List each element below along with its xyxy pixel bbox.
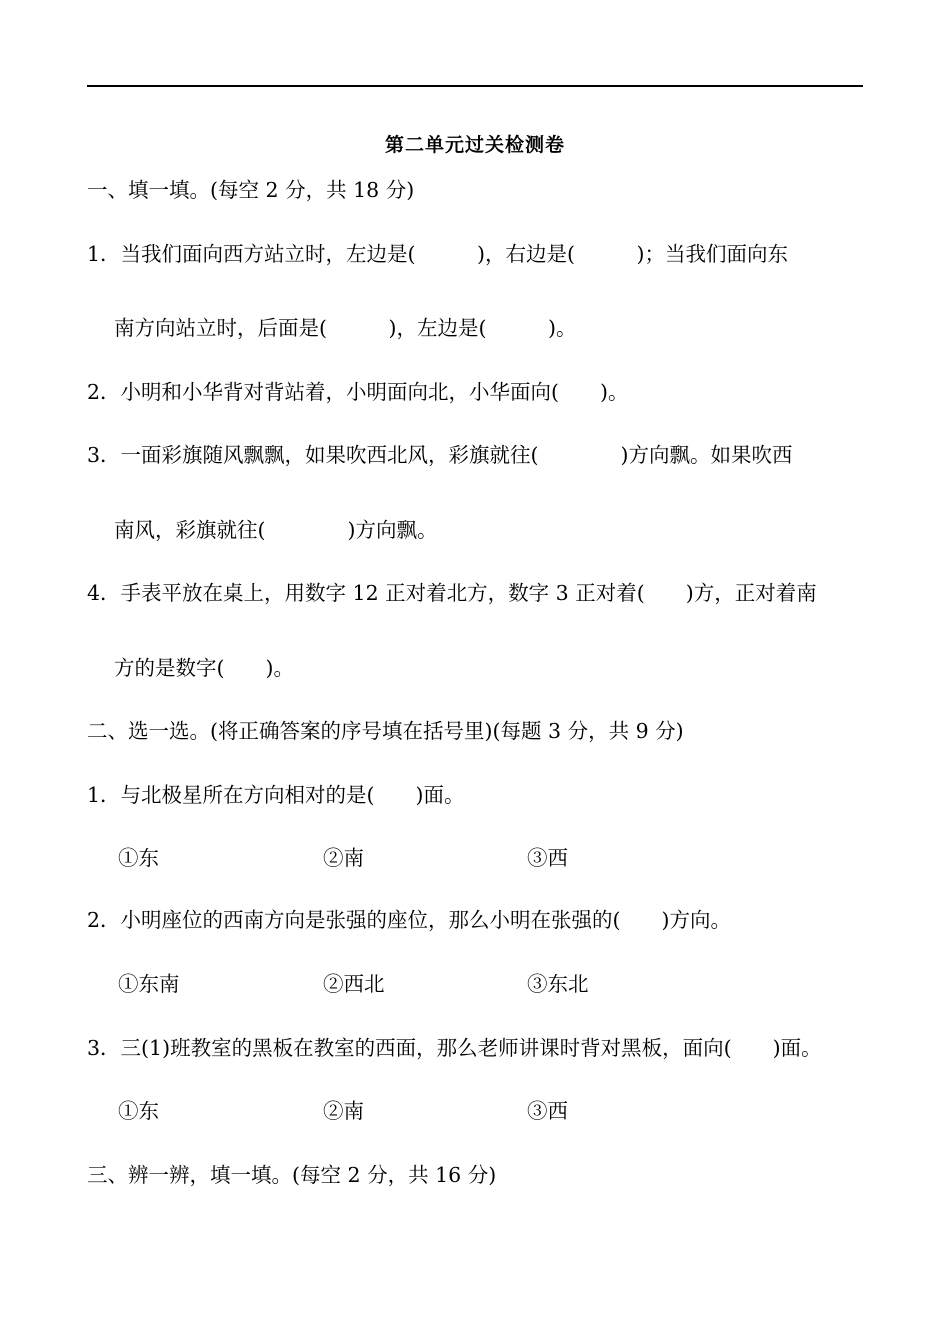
s1-q4-line1: 4．手表平放在桌上，用数字 12 正对着北方，数字 3 正对着( )方，正对着南 bbox=[87, 581, 817, 605]
s1-q4-line2: 方的是数字( )。 bbox=[114, 656, 294, 680]
section2-heading: 二、选一选。(将正确答案的序号填在括号里)(每题 3 分，共 9 分) bbox=[87, 719, 684, 743]
s2-q2-option-3: ③东北 bbox=[527, 972, 589, 996]
s2-q1: 1．与北极星所在方向相对的是( )面。 bbox=[87, 783, 465, 807]
s1-q2: 2．小明和小华背对背站着，小明面向北，小华面向( )。 bbox=[87, 380, 629, 404]
s2-q3-option-1: ①东 bbox=[118, 1099, 159, 1123]
section1-heading: 一、填一填。(每空 2 分，共 18 分) bbox=[87, 178, 415, 202]
s1-q3-line1: 3．一面彩旗随风飘飘，如果吹西北风，彩旗就往( )方向飘。如果吹西 bbox=[87, 443, 793, 467]
s2-q1-option-1: ①东 bbox=[118, 846, 159, 870]
s1-q3-line2: 南风，彩旗就往( )方向飘。 bbox=[114, 518, 438, 542]
s2-q3-option-2: ②南 bbox=[323, 1099, 364, 1123]
s2-q2: 2．小明座位的西南方向是张强的座位，那么小明在张强的( )方向。 bbox=[87, 908, 732, 932]
top-rule bbox=[87, 85, 863, 87]
page-title: 第二单元过关检测卷 bbox=[384, 134, 565, 156]
s2-q3: 3．三(1)班教室的黑板在教室的西面，那么老师讲课时背对黑板，面向( )面。 bbox=[87, 1036, 822, 1060]
s2-q2-option-2: ②西北 bbox=[323, 972, 385, 996]
s2-q1-option-3: ③西 bbox=[527, 846, 568, 870]
section3-heading: 三、辨一辨，填一填。(每空 2 分，共 16 分) bbox=[87, 1163, 497, 1187]
s1-q1-line2: 南方向站立时，后面是( )，左边是( )。 bbox=[114, 316, 577, 340]
s2-q1-option-2: ②南 bbox=[323, 846, 364, 870]
s1-q1-line1: 1．当我们面向西方站立时，左边是( )，右边是( )；当我们面向东 bbox=[87, 242, 789, 266]
s2-q2-option-1: ①东南 bbox=[118, 972, 180, 996]
s2-q3-option-3: ③西 bbox=[527, 1099, 568, 1123]
